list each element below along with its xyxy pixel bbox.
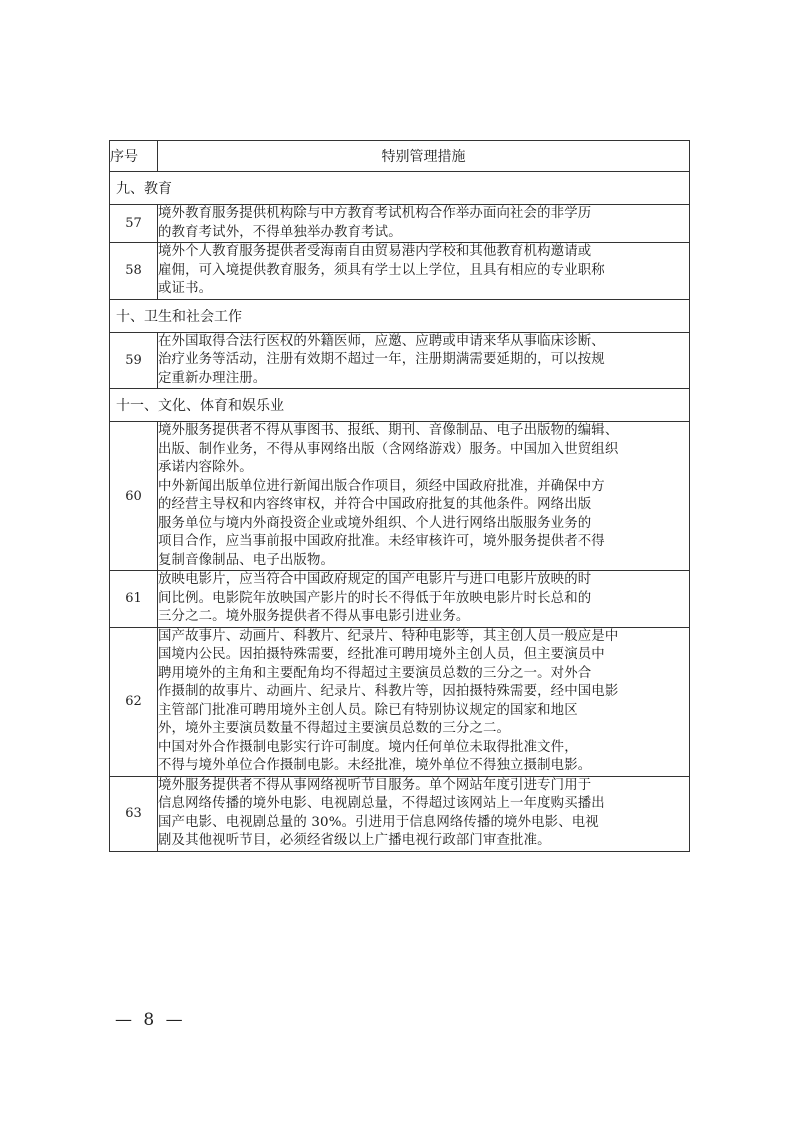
row-number: 59 (110, 332, 158, 389)
row-text: 境外个人教育服务提供者受海南自由贸易港内学校和其他教育机构邀请或 雇佣，可入境提供教育服务，须具有学士以上学位，且具有相应的专业职称 或证书。 (158, 243, 690, 300)
table-row (110, 422, 690, 571)
row-number: 57 (110, 205, 158, 243)
measures-table (109, 140, 690, 852)
section-row (110, 172, 690, 205)
row-number: 58 (110, 243, 158, 300)
section-row (110, 389, 690, 422)
row-number: 61 (110, 571, 158, 628)
table-row (110, 243, 690, 300)
row-text: 国产故事片、动画片、科教片、纪录片、特种电影等，其主创人员一般应是中 国境内公民。因拍摄特殊需要，经批准可聘用境外主创人员，但主要演员中 聘用境外的主角和主要配角均不得超过主要演员总数的三分之一。对外合 作摄制的故事片、动画片、纪录片、科教片等，因拍摄特殊需要，经中国电影 主管部门批准可聘用境外主创人员。除已有特别协议规定的国家和地区 外，境外主要演员数量不得超过主要演员总数的三分之二。 中国对外合作摄制电影实行许可制度。境内任何单位未取得批准文件， 不得与境外单位合作摄制电影。未经批准，境外单位不得独立摄制电影。 (158, 627, 690, 776)
table-row (110, 332, 690, 389)
row-number: 63 (110, 776, 158, 851)
section-title: 十一、文化、体育和娱乐业 (110, 389, 690, 422)
section-title: 九、教育 (110, 172, 690, 205)
row-text: 境外服务提供者不得从事图书、报纸、期刊、音像制品、电子出版物的编辑、 出版、制作业务，不得从事网络出版（含网络游戏）服务。中国加入世贸组织 承诺内容除外。 中外新闻出版单位进行新闻出版合作项目，须经中国政府批准，并确保中方 的经营主导权和内容终审权，并符合中国政府批复的其他条件。网络出版 服务单位与境内外商投资企业或境外组织、个人进行网络出版服务业务的 项目合作，应当事前报中国政府批准。未经审核许可，境外服务提供者不得 复制音像制品、电子出版物。 (158, 422, 690, 571)
row-text: 在外国取得合法行医权的外籍医师，应邀、应聘或申请来华从事临床诊断、 治疗业务等活动，注册有效期不超过一年，注册期满需要延期的，可以按规 定重新办理注册。 (158, 332, 690, 389)
table-row (110, 776, 690, 851)
table-header-row (110, 141, 690, 172)
row-text: 放映电影片，应当符合中国政府规定的国产电影片与进口电影片放映的时 间比例。电影院年放映国产影片的时长不得低于年放映电影片时长总和的 三分之二。境外服务提供者不得从事电影引进业务。 (158, 571, 690, 628)
section-title: 十、卫生和社会工作 (110, 299, 690, 332)
row-text: 境外服务提供者不得从事网络视听节目服务。单个网站年度引进专门用于 信息网络传播的境外电影、电视剧总量，不得超过该网站上一年度购买播出 国产电影、电视剧总量的 30%。引进用于信息网络传播的境外电影、电视 剧及其他视听节目，必须经省级以上广播电视行政部门审查批准。 (158, 776, 690, 851)
section-row (110, 299, 690, 332)
header-number: 序号 (110, 141, 158, 172)
table-row (110, 571, 690, 628)
row-number: 62 (110, 627, 158, 776)
row-number: 60 (110, 422, 158, 571)
header-measures: 特别管理措施 (158, 141, 690, 172)
table-row (110, 205, 690, 243)
page-number: — 8 — (115, 1010, 186, 1030)
table-row (110, 627, 690, 776)
row-text: 境外教育服务提供机构除与中方教育考试机构合作举办面向社会的非学历 的教育考试外，不得单独举办教育考试。 (158, 205, 690, 243)
